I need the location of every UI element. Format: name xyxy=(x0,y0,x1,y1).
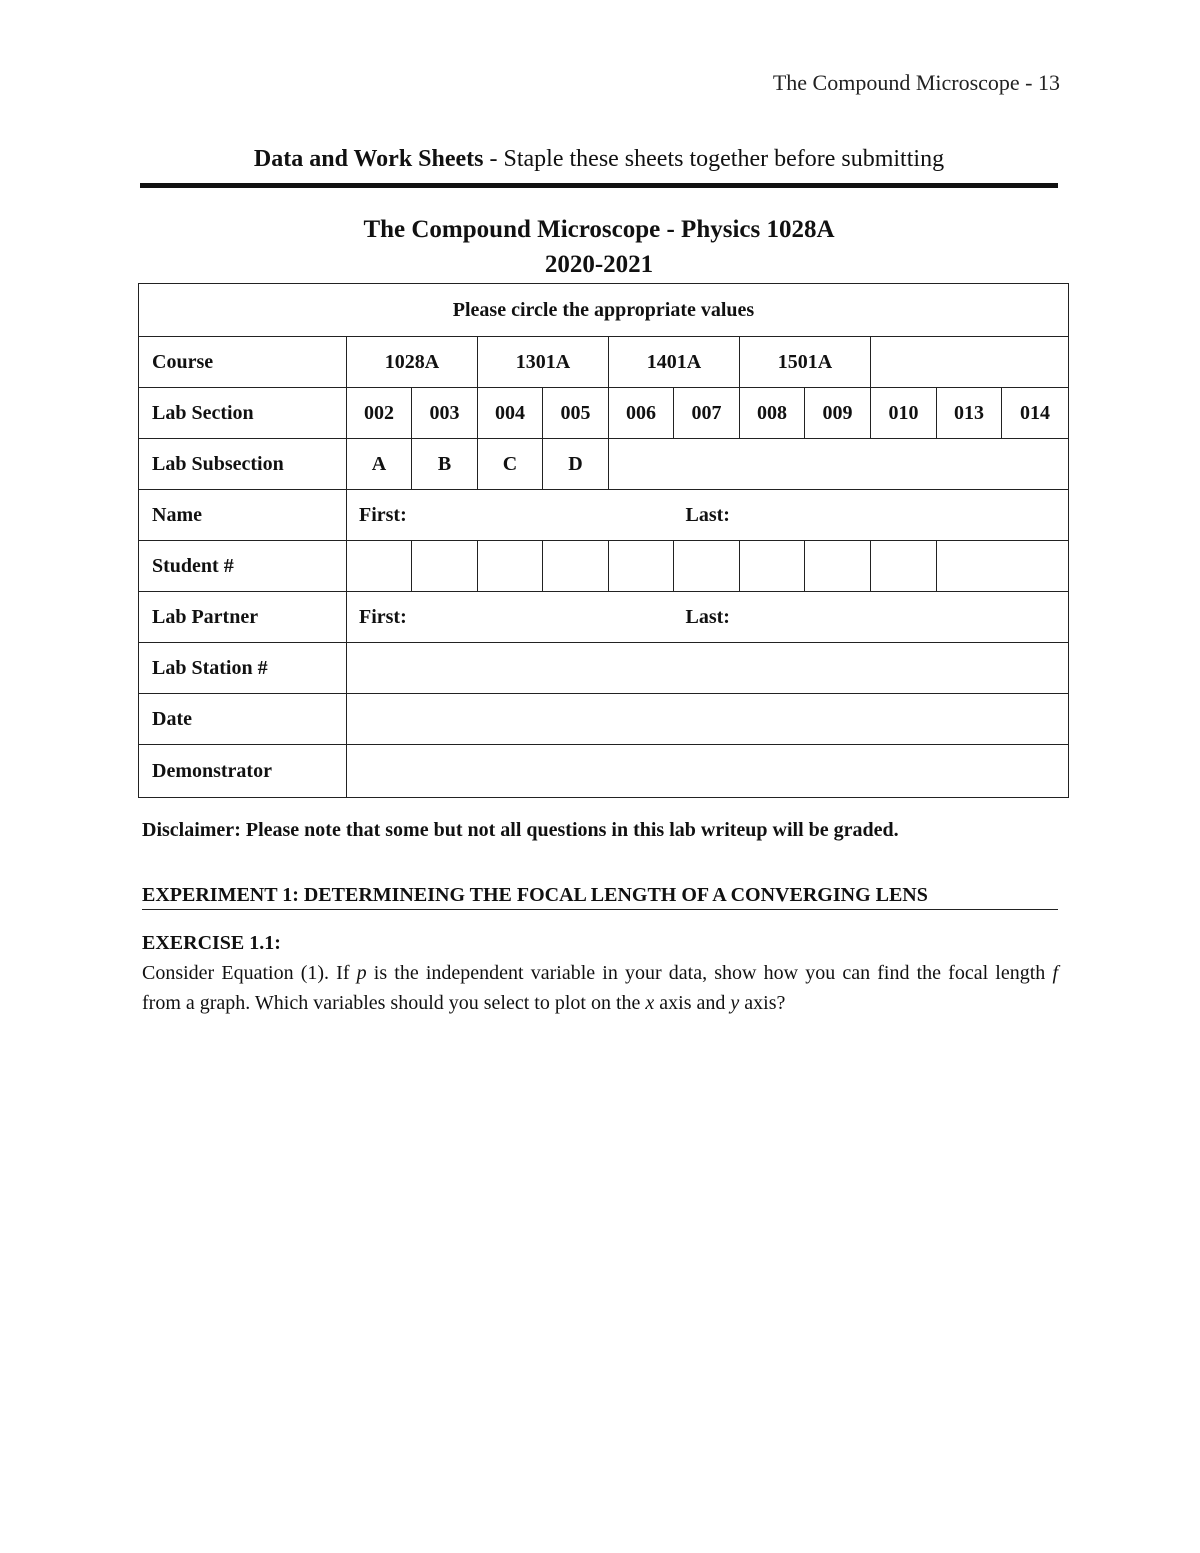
lab-section-option[interactable]: 013 xyxy=(937,388,1002,439)
lab-subsection-blank-cell xyxy=(609,439,1069,490)
course-option[interactable]: 1028A xyxy=(347,337,478,388)
student-number-digit-box[interactable] xyxy=(937,541,1069,592)
lab-subsection-option[interactable]: A xyxy=(347,439,412,490)
student-number-digit-box[interactable] xyxy=(740,541,805,592)
student-number-digit-box[interactable] xyxy=(347,541,412,592)
info-form-table xyxy=(138,283,1069,798)
lab-section-option[interactable]: 008 xyxy=(740,388,805,439)
lab-partner-last-field[interactable]: Last: xyxy=(674,592,1069,643)
form-header: Please circle the appropriate values xyxy=(139,284,1069,337)
lab-subsection-option[interactable]: C xyxy=(478,439,543,490)
lab-subsection-row xyxy=(139,439,1069,490)
student-number-digit-box[interactable] xyxy=(805,541,871,592)
lab-section-option[interactable]: 004 xyxy=(478,388,543,439)
lab-section-option[interactable]: 009 xyxy=(805,388,871,439)
lab-section-option[interactable]: 010 xyxy=(871,388,937,439)
student-number-digit-box[interactable] xyxy=(478,541,543,592)
demonstrator-label: Demonstrator xyxy=(139,745,347,798)
lab-section-option[interactable]: 003 xyxy=(412,388,478,439)
lab-subsection-label: Lab Subsection xyxy=(139,439,347,490)
course-blank-cell xyxy=(871,337,1069,388)
demonstrator-field[interactable] xyxy=(347,745,1069,798)
date-row xyxy=(139,694,1069,745)
page-header: The Compound Microscope - 13 xyxy=(772,70,1060,95)
student-number-digit-box[interactable] xyxy=(609,541,674,592)
heading-rule xyxy=(140,183,1058,188)
name-label: Name xyxy=(139,490,347,541)
exercise-heading: EXERCISE 1.1: xyxy=(142,932,281,954)
question-text: from a graph. Which variables should you select to plot on the xyxy=(142,992,646,1014)
course-option[interactable]: 1401A xyxy=(609,337,740,388)
student-number-label: Student # xyxy=(139,541,347,592)
lab-partner-first-field[interactable]: First: xyxy=(347,592,674,643)
lab-station-label: Lab Station # xyxy=(139,643,347,694)
course-option[interactable]: 1501A xyxy=(740,337,871,388)
student-number-digit-box[interactable] xyxy=(543,541,609,592)
variable-f: f xyxy=(1052,962,1058,984)
date-field[interactable] xyxy=(347,694,1069,745)
sheet-heading-rest: - Staple these sheets together before submitting xyxy=(483,146,945,172)
lab-subsection-option[interactable]: B xyxy=(412,439,478,490)
name-row xyxy=(139,490,1069,541)
lab-subsection-option[interactable]: D xyxy=(543,439,609,490)
year-line: 2020-2021 xyxy=(544,251,654,278)
variable-p: p xyxy=(356,962,367,984)
course-row xyxy=(139,337,1069,388)
student-number-digit-box[interactable] xyxy=(871,541,937,592)
variable-x: x xyxy=(645,992,655,1014)
lab-section-option[interactable]: 002 xyxy=(347,388,412,439)
course-label: Course xyxy=(139,337,347,388)
variable-y: y xyxy=(730,992,740,1014)
lab-station-row xyxy=(139,643,1069,694)
lab-station-field[interactable] xyxy=(347,643,1069,694)
question-text: axis and xyxy=(654,992,731,1014)
student-number-digit-box[interactable] xyxy=(674,541,740,592)
lab-partner-row xyxy=(139,592,1069,643)
date-label: Date xyxy=(139,694,347,745)
exercise-question xyxy=(142,958,1058,1018)
title-line: The Compound Microscope - Physics 1028A xyxy=(363,216,835,243)
student-number-digit-box[interactable] xyxy=(412,541,478,592)
question-text: is the independent variable in your data, show how you can find the focal length xyxy=(366,962,1053,984)
lab-section-label: Lab Section xyxy=(139,388,347,439)
document-title xyxy=(140,212,1058,282)
experiment-heading: EXPERIMENT 1: DETERMINEING THE FOCAL LENGTH OF A CONVERGING LENS xyxy=(142,884,1058,910)
lab-section-option[interactable]: 014 xyxy=(1002,388,1069,439)
sheet-heading xyxy=(140,146,1058,173)
sheet-heading-bold: Data and Work Sheets xyxy=(253,146,484,172)
student-number-row xyxy=(139,541,1069,592)
question-text: axis? xyxy=(739,992,786,1014)
name-last-field[interactable]: Last: xyxy=(674,490,1069,541)
course-option[interactable]: 1301A xyxy=(478,337,609,388)
name-first-field[interactable]: First: xyxy=(347,490,674,541)
form-header-row xyxy=(139,284,1069,337)
question-text: Consider Equation (1). If xyxy=(142,962,357,984)
lab-section-option[interactable]: 005 xyxy=(543,388,609,439)
lab-partner-label: Lab Partner xyxy=(139,592,347,643)
lab-section-row xyxy=(139,388,1069,439)
lab-section-option[interactable]: 006 xyxy=(609,388,674,439)
lab-section-option[interactable]: 007 xyxy=(674,388,740,439)
demonstrator-row xyxy=(139,745,1069,798)
disclaimer: Disclaimer: Please note that some but not all questions in this lab writeup will be graded. xyxy=(142,819,899,841)
